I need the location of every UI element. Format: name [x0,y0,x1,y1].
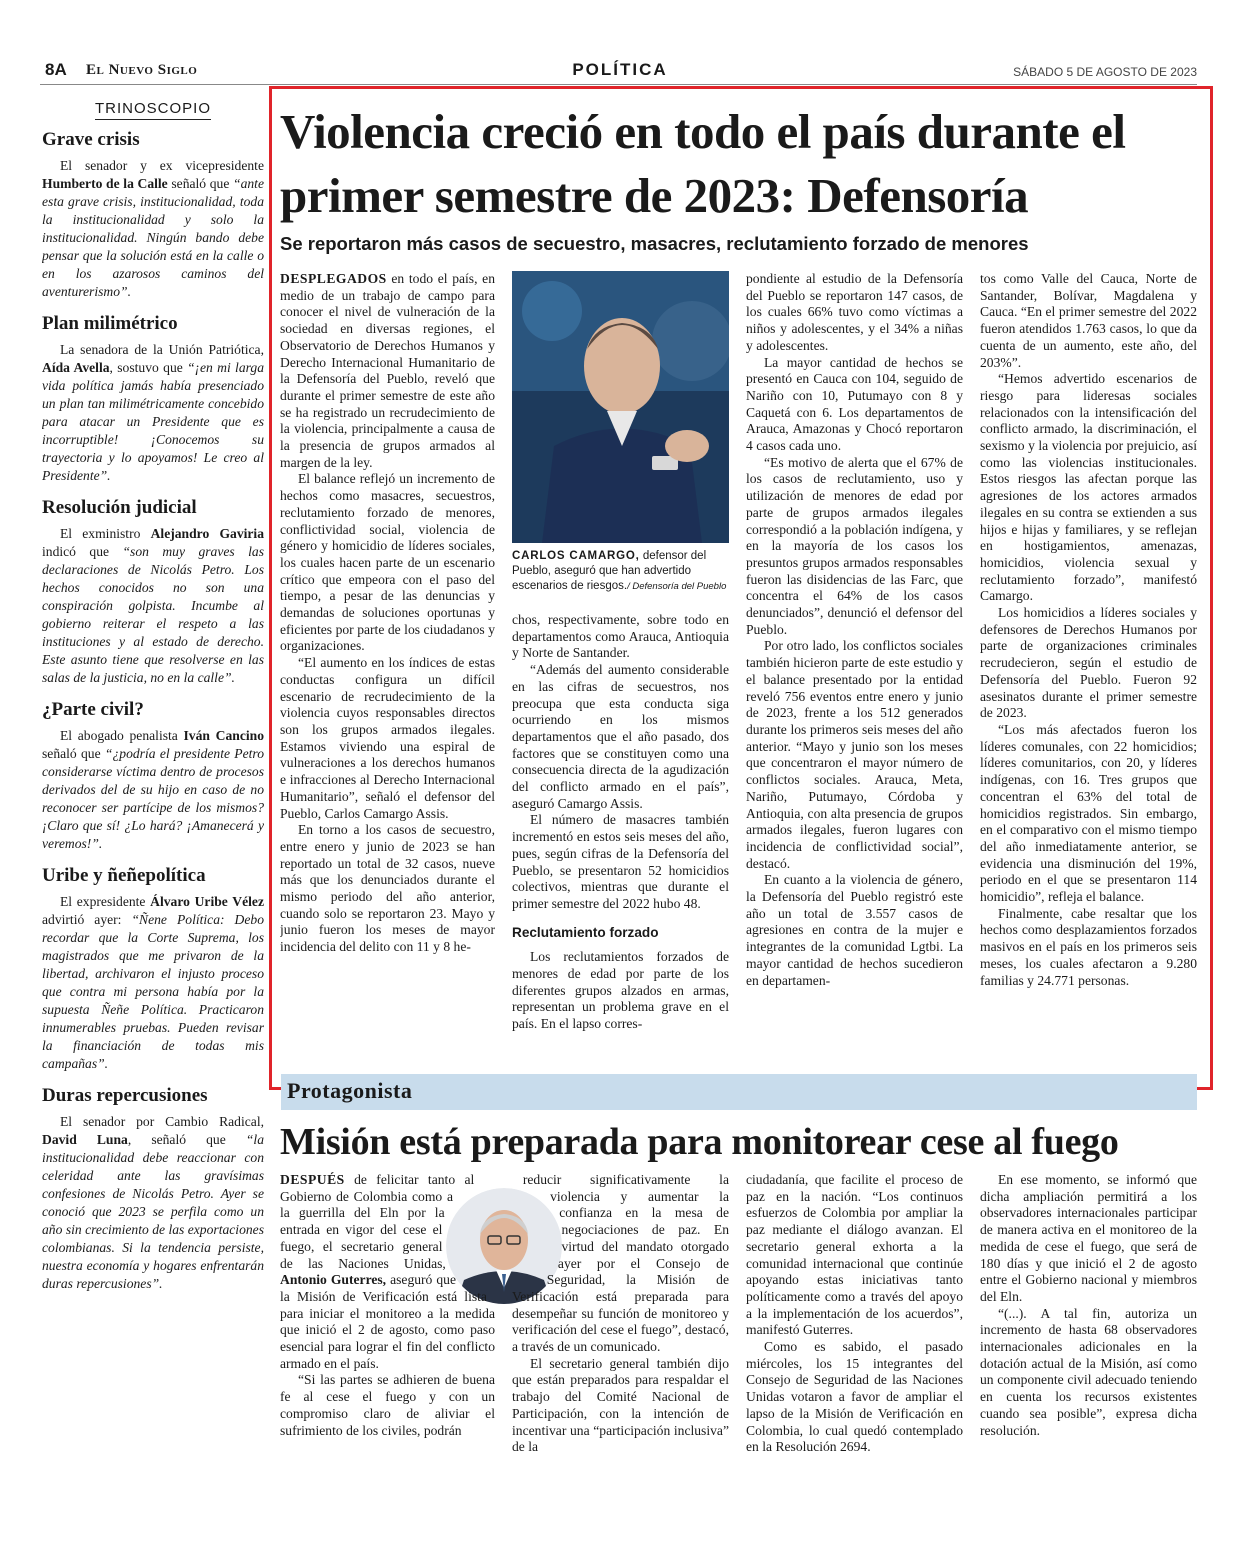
paragraph: El secretario general también dijo que están preparados para respaldar el trabajo del Comité Nacional de Participación, con la intención de incentivar una “participación inclusiva” de la [512,1355,729,1455]
paragraph: DESPUÉS de felicitar tanto al Gobierno de Colombia como a la guerrilla del Eln por la entrada en vigor del cese el fuego, el secretario general de las Naciones Unidas, Antonio Guterres, aseguró que la Misión de Verificación está lista para iniciar el monitoreo a la medida que inició el 2 de agosto, como paso esencial para lograr el fin del conflicto armado en el país. [280,1172,495,1371]
second-headline: Misión está preparada para monitorear cese al fuego [280,1121,1119,1163]
sidebar-item [42,863,264,1073]
paragraph: “Los más afectados fueron los líderes comunales, con 22 homicidios; líderes comunitarios, con 20, y líderes indígenas, con 16. Tres grupos que concentran el 63% del total de homicidios registrados. Sin embargo, en el comparativo con el mismo tiempo del año inmediatamente anterior, se evidencia una disminución del 19%, periodo en el que se presentaron 114 homicidio”, refleja el balance. [980,721,1197,905]
main-subheadline: Se reportaron más casos de secuestro, masacres, reclutamiento forzado de menores [280,233,1029,254]
paragraph: ciudadanía, que facilite el proceso de paz en la nación. “Los continuos esfuerzos de Colombia por ampliar la paz mediante el diálogo avanzan. El secretario general exhorta a la comunidad internacional que continúe apoyando estas iniciativas tanto políticamente como a través del apoyo a la implementación de los acuerdos”, manifestó Guterres. [746,1172,963,1338]
sidebar-title: TRINOSCOPIO [42,100,264,117]
photo-caption: CARLOS CAMARGO, defensor del Pueblo, aseguró que han advertido escenarios de riesgos./ Defensoría del Pueblo [512,550,727,592]
paragraph: Los homicidios a líderes sociales y defensores de Derechos Humanos por parte de organizaciones criminales recrudecieron, según el estudio de Defensoría del Pueblo. Fueron 92 asesinatos durante el primer semestre de 2023. [980,605,1197,721]
sidebar-item-heading: Plan milimétrico [42,313,178,334]
photo-credit: / Defensoría del Pueblo [627,581,727,592]
protagonista-band [281,1074,1197,1110]
main-headline: Violencia creció en todo el país durante el primer semestre de 2023: Defensoría [280,104,1126,223]
second-column-4 [980,1172,1197,1512]
paragraph: “(...). A tal fin, autoriza un incremento de hasta 68 observadores internacionales adicionales en la dotación actual de la Misión, así como un componente civil adecuado teniendo en cuenta los recursos existentes cuando sea posible”, expresa dicha resolución. [980,1305,1197,1438]
sidebar-item-text: El abogado penalista Iván Cancino señaló que “¿podría el presidente Petro considerarse víctima dentro de procesos derivados del de su hijo en caso de no reconocer ser partícipe de los mismos? ¡Claro que sí! ¿Lo hará? ¡Amanecerá y veremos!”. [42,728,264,851]
paragraph: En cuanto a la violencia de género, la Defensoría del Pueblo registró este año un total de 3.557 casos de agresiones en contra de la mujer e integrantes de la comunidad Lgtbi. La mayor cantidad de hechos sucedieron en departamen- [746,872,963,988]
sidebar-item-text: El senador y ex vicepresidente Humberto de la Calle señaló que “ante esta grave crisis, institucionalidad, toda la institucionalidad y solo la institucionalidad. Ningún bando debe pensar que la solución está en la calle o en los azarosos caminos del aventurerismo”. [42,158,264,299]
paragraph: Como es sabido, el pasado miércoles, los 15 integrantes del Consejo de Seguridad de las Naciones Unidas votaron a favor de ampliar el lapso de la Misión de Verificación en Colombia, lo cual quedó contemplado en la Resolución 2694. [746,1339,963,1455]
paragraph: “Es motivo de alerta que el 67% de los casos de reclutamiento, uso y utilización de menores de edad por parte de grupos armados ilegales correspondió a la población indígena, y en la mayoría de los casos los presuntos grupos armados responsables fueron las disidencias de las Farc, que concentra el 64% de los casos denunciados”, denunció el defensor del Pueblo. [746,454,963,637]
paragraph: La mayor cantidad de hechos se presentó en Cauca con 104, seguido de Nariño con 10, Putumayo con 8 y Caquetá con 6. Los departamentos de Arauca, Amazonas y Chocó reportaron 4 casos cada uno. [746,354,963,454]
paragraph: “Si las partes se adhieren de buena fe al cese el fuego y con un compromiso claro de aliviar el sufrimiento de los civiles, podrán [280,1372,495,1438]
paragraph: El número de masacres también incrementó en estos seis meses del año, pues, según cifras de la Defensoría del Pueblo, se presentaron 52 homicidios colectivos, mientras que durante el primer semestre del 2022 hubo 48. [512,812,729,911]
sidebar-item-heading: Duras repercusiones [42,1085,208,1106]
paragraph: En torno a los casos de secuestro, entre enero y junio de 2023 se han reportado un total de 32 casos, nueve más que los denunciados durante el mismo periodo del año anterior, cuando solo se reportaron 23. Mayo y junio fueron los meses de mayor incidencia del delito con 11 y 8 he- [280,822,495,955]
sidebar-item-text: El expresidente Álvaro Uribe Vélez advirtió ayer: “Ñene Política: Debo recordar que la Corte Suprema, los magistrados que me privaron de la libertad, archivaron el injusto proceso que contra mi persona había por la supuesta Ñeñe Política. Practicaron innumerables pruebas. Pueden revisar la financiación de todas mis campañas”. [42,894,264,1071]
page-number: 8A [45,60,67,79]
section-subheading: Reclutamiento forzado [512,924,659,940]
sidebar-item [42,127,264,301]
paragraph: Los reclutamientos forzados de menores de edad por parte de los diferentes grupos alzados en armas, representan un problema grave en el país. En el lapso corres- [512,949,729,1032]
paragraph: chos, respectivamente, sobre todo en departamentos como Arauca, Antioquia y Norte de Santander. [512,612,729,661]
paragraph: Finalmente, cabe resaltar que los hechos como desplazamientos forzados masivos en el país en los primeros seis meses, los cuales afectaron a 9.280 familias y 24.771 personas. [980,905,1197,988]
section-title: POLÍTICA [572,60,668,79]
second-column-1 [280,1172,495,1512]
article-column-3 [746,271,963,1066]
sidebar-item [42,697,264,853]
paragraph: pondiente al estudio de la Defensoría del Pueblo se reportaron 147 casos, de los cuales 66% tuvo como víctimas a niños y adolescentes, y el 34% a niñas y adolescentes. [746,271,963,353]
sidebar-item-text: La senadora de la Unión Patriótica, Aída Avella, sostuvo que “¡en mi larga vida política jamás había presenciado un plan tan milimétricamente concebido para atacar un Presidente que es incorruptible! ¡Conocemos su trayectoria y lo apoyamos! Le creo al Presidente”. [42,342,264,483]
paragraph: Por otro lado, los conflictos sociales también hicieron parte de este estudio y el balance presentado por la entidad reveló 756 eventos entre enero y junio de 2023, frente a los 512 generados durante los primeros seis meses del año anterior. “Mayo y junio son los meses que concentraron el mayor número de conflictos sociales. Arauca, Meta, Nariño, Putumayo, Córdoba y Antioquia, con alta presencia de grupos armados ilegales, fueron lugares con incidencia de conflictividad social”, destacó. [746,638,963,871]
sidebar-item [42,311,264,485]
paragraph: DESPLEGADOS en todo el país, en medio de un trabajo de campo para conocer el nivel de vulneración de la sociedad en diversas regiones, el Observatorio de Derechos Humanos y Derecho Internacional Humanitario de la Defensoría del Pueblo, reveló que durante el primer semestre de este año se ha registrado un recrudecimiento de la violencia, principalmente a causa de la presencia de grupos armados al margen de la ley. [280,271,495,470]
paragraph: “Además del aumento considerable en las cifras de secuestros, nos preocupa que esta conducta siga ocurriendo en los mismos departamentos que el año pasado, dos factores que se constituyen como una consecuencia directa de la agudización del conflicto armado en el país”, aseguró Camargo Assis. [512,662,729,811]
trinoscopio-sidebar [42,100,264,1520]
issue-date: SÁBADO 5 DE AGOSTO DE 2023 [1013,65,1197,79]
sidebar-item-heading: Resolución judicial [42,497,197,518]
article-column-2 [512,612,729,1064]
sidebar-item [42,495,264,687]
second-column-2 [512,1172,729,1512]
newspaper-name: El Nuevo Siglo [86,62,198,78]
paragraph: tos como Valle del Cauca, Norte de Santander, Bolívar, Magdalena y Cauca. “En el primer semestre del 2022 fueron atendidos 1.763 casos, lo que da cuenta de un aumento, este año, del 203%”. [980,271,1197,370]
carlos-camargo-photo [512,271,729,543]
article-column-1 [280,271,495,1066]
paragraph: reducir significativamente la violencia y aumentar la confianza en la mesa de negociaciones de paz. En virtud del mandato otorgado ayer por el Consejo de Seguridad, la Misión de Verificación está preparada para desempeñar su función de monitoreo y verificación del cese el fuego”, destacó, a través de un comunicado. [512,1172,729,1355]
sidebar-item-heading: Uribe y ñeñepolítica [42,865,206,886]
article-column-4 [980,271,1197,1066]
sidebar-item-heading: Grave crisis [42,129,140,150]
paragraph: El balance reflejó un incremento de hechos como masacres, secuestros, reclutamiento forzado de menores, conflictividad social, violencia de género y homicidio de líderes sociales, los cuales hacen parte de un escenario crítico que empeora con el paso del tiempo, a pesar de las denuncias y demandas de soluciones oportunas y eficientes por parte de los ciudadanos y organizaciones. [280,471,495,654]
sidebar-item [42,1083,264,1293]
protagonista-label: Protagonista [287,1078,413,1103]
second-column-3 [746,1172,963,1512]
sidebar-item-text: El senador por Cambio Radical, David Luna, señaló que “la institucionalidad debe reaccionar con celeridad ante las gravísimas confesiones de Nicolás Petro. Ayer se conoció que 2023 se perfila como un año sin crecimiento de las exportaciones colombianas. Si la tendencia persiste, nuestra economía y hogares enfrentarán duras repercusiones”. [42,1114,264,1291]
paragraph: “Hemos advertido escenarios de riesgo para lideresas sociales relacionados con la intensificación del conflicto armado, la discriminación, el sexismo y la violencia por prejuicio, así como las violencias institucionales. Estos riesgos las afectan porque las agresiones de los actores armados ilegales en su contra se extienden a sus hijos e hijas y familiares, y se reflejan en hostigamientos, amenazas, homicidios, violencia sexual y reclutamiento forzado”, manifestó Camargo. [980,371,1197,604]
header-rule [40,84,1197,85]
sidebar-item-heading: ¿Parte civil? [42,699,144,720]
paragraph: “El aumento en los índices de estas conductas configura un difícil escenario de recrudecimiento de la violencia cuyos responsables directos son los grupos armados ilegales. Estamos viviendo una espiral de vulneraciones a los derechos humanos e infracciones al Derecho Internacional Humanitario”, señaló el defensor del Pueblo, Carlos Camargo Assis. [280,655,495,821]
sidebar-item-text: El exministro Alejandro Gaviria indicó que “son muy graves las declaraciones de Nicolás Petro. Los hechos conocidos no son una conspiración golpista. Incumbe al gobierno reiterar el respeto a las instituciones y al estado de derecho. Este asunto tiene que resolverse en las salas de la justicia, no en la calle”. [42,526,264,685]
paragraph: En ese momento, se informó que dicha ampliación permitirá a los observadores internacionales participar de manera activa en el monitoreo de la medida de cese el fuego, que será de 180 días y que inició el 2 de agosto entre el Gobierno nacional y miembros del Eln. [980,1172,1197,1304]
